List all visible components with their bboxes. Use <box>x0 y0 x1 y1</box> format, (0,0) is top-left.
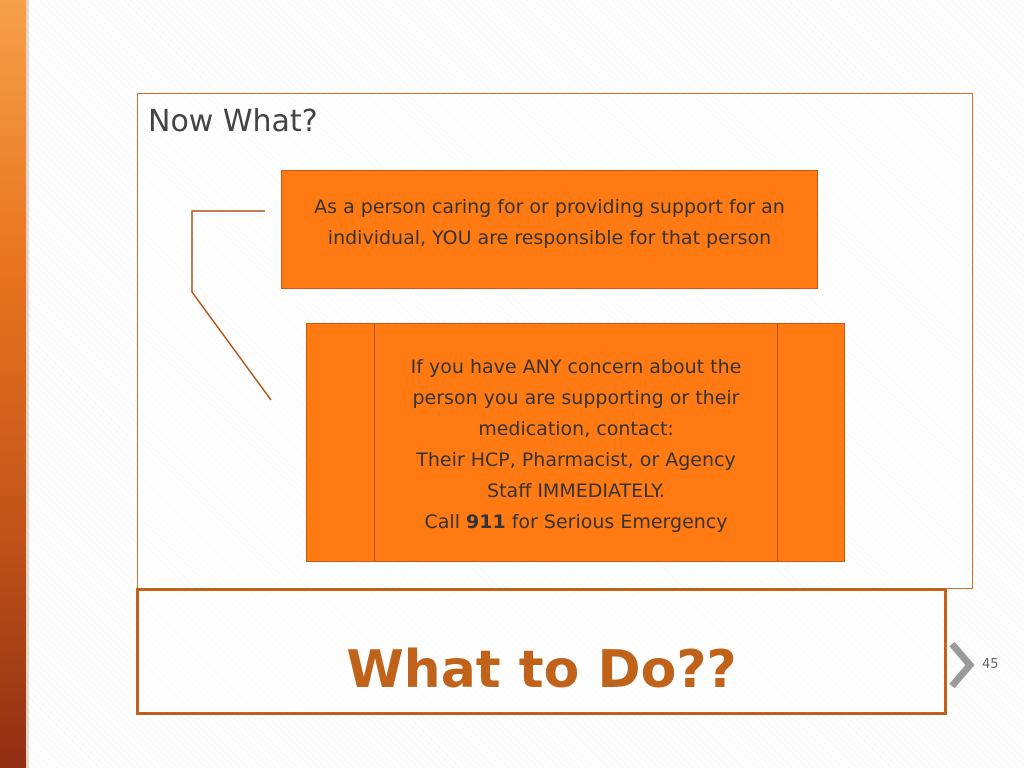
callout-responsibility-text: As a person caring for or providing support for an individual, YOU are responsible for that person <box>314 195 785 249</box>
emergency-number: 911 <box>466 511 506 533</box>
concern-line-2: person you are supporting or their <box>412 387 740 409</box>
concern-line-5: Staff IMMEDIATELY. <box>487 480 665 502</box>
concern-line-4: Their HCP, Pharmacist, or Agency <box>416 449 736 471</box>
concern-line-3: medication, contact: <box>478 418 674 440</box>
panel-divider-right <box>777 324 778 561</box>
callout-box-concern <box>306 323 845 562</box>
call-prefix: Call <box>424 511 467 533</box>
slide-heading: Now What? <box>148 104 318 139</box>
chevron-right-icon <box>946 640 976 690</box>
slide-title: What to Do?? <box>346 640 737 700</box>
side-bar-edge <box>26 0 29 768</box>
call-suffix: for Serious Emergency <box>505 511 728 533</box>
concern-line-1: If you have ANY concern about the <box>410 356 742 378</box>
decorative-side-bar <box>0 0 26 768</box>
callout-concern-text <box>375 352 777 538</box>
callout-box-responsibility <box>281 170 818 289</box>
concern-line-6 <box>375 507 777 538</box>
page-number: 45 <box>982 657 999 672</box>
